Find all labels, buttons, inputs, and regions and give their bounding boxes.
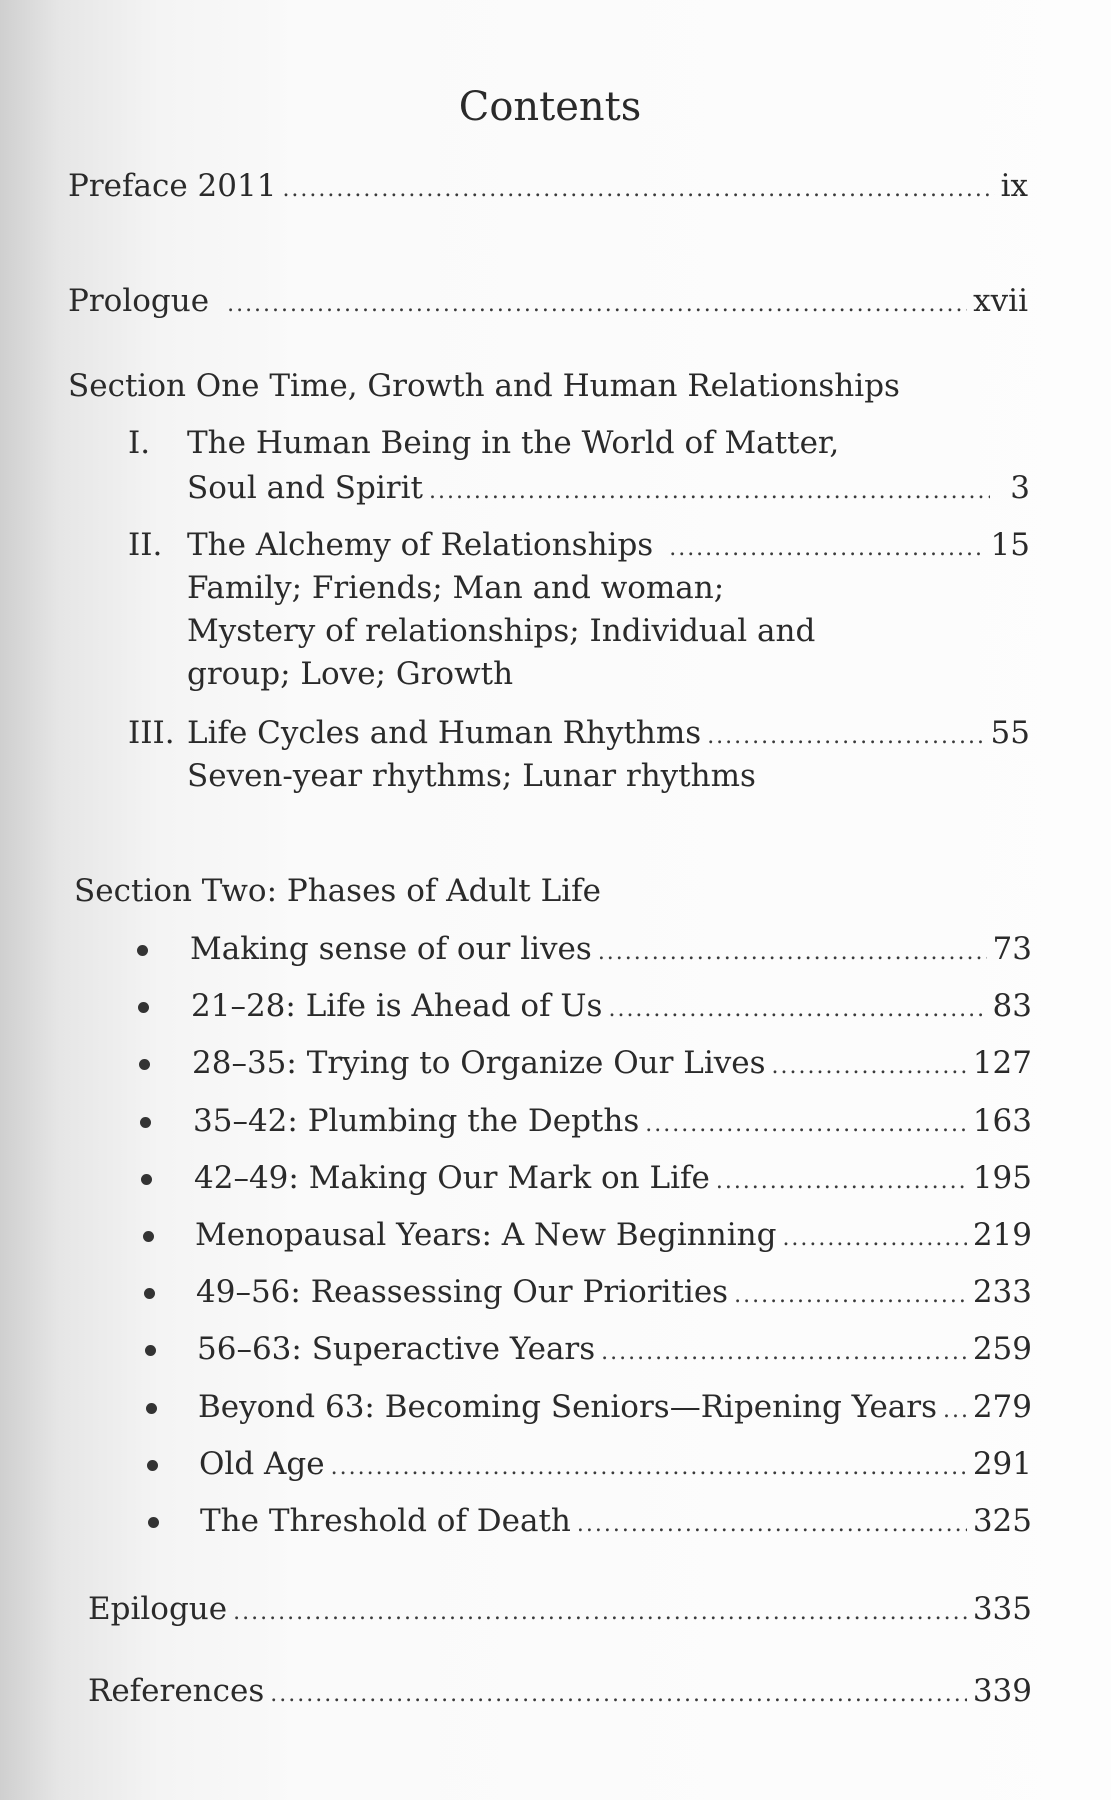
toc-page-number: 219 — [972, 1217, 1032, 1253]
dot-leader — [782, 1219, 966, 1259]
toc-entry-chapter-3[interactable] — [187, 713, 1030, 757]
toc-entry-label: Epilogue — [88, 1591, 228, 1627]
page-title: Contents — [458, 84, 642, 130]
toc-entry-label: 49–56: Reassessing Our Priorities — [196, 1274, 729, 1310]
toc-page-number: 15 — [990, 527, 1030, 563]
toc-entry-label: 28–35: Trying to Organize Our Lives — [192, 1045, 766, 1081]
section-two-heading: Section Two: Phases of Adult Life — [74, 873, 601, 909]
toc-entry-label: Old Age — [199, 1446, 325, 1482]
toc-entry-label: The Alchemy of Relationships — [187, 527, 654, 563]
bullet-icon — [137, 945, 148, 956]
chapter-numeral: III. — [128, 715, 175, 751]
toc-entry-chapter-1[interactable] — [187, 468, 1030, 512]
toc-entry-label: Beyond 63: Becoming Seniors—Ripening Years — [198, 1389, 938, 1425]
toc-entry-label: The Threshold of Death — [200, 1503, 571, 1539]
toc-entry-label: 56–63: Superactive Years — [197, 1331, 596, 1367]
toc-entry-phase[interactable] — [195, 1215, 1032, 1259]
toc-page-number: 259 — [972, 1331, 1032, 1367]
toc-page-number: 335 — [972, 1591, 1032, 1627]
toc-entry-phase[interactable] — [194, 1158, 1032, 1202]
toc-entry-phase[interactable] — [196, 1272, 1032, 1316]
toc-entry-label: Life Cycles and Human Rhythms — [187, 715, 702, 751]
dot-leader — [943, 1391, 967, 1431]
dot-leader — [716, 1162, 967, 1202]
toc-entry-label: References — [88, 1673, 265, 1709]
bullet-icon — [147, 1460, 158, 1471]
dot-leader — [601, 1333, 967, 1373]
bullet-icon — [148, 1517, 159, 1528]
chapter-subtopics: Family; Friends; Man and woman; — [187, 570, 725, 606]
bullet-icon — [141, 1174, 152, 1185]
toc-entry-label: 21–28: Life is Ahead of Us — [191, 988, 603, 1024]
toc-entry-phase[interactable] — [190, 929, 1032, 973]
toc-page-number: 3 — [1010, 470, 1030, 506]
toc-entry-prologue[interactable] — [68, 281, 1028, 325]
dot-leader — [577, 1505, 967, 1545]
bullet-icon — [139, 1059, 150, 1070]
chapter-subtopics: group; Love; Growth — [187, 656, 514, 692]
toc-page-number: 83 — [992, 988, 1032, 1024]
toc-entry-phase[interactable] — [191, 986, 1032, 1030]
toc-page-number: 291 — [972, 1446, 1032, 1482]
toc-page-number: 279 — [972, 1389, 1032, 1425]
dot-leader — [734, 1276, 967, 1316]
dot-leader — [707, 717, 984, 757]
chapter-numeral: II. — [128, 527, 163, 563]
toc-entry-label: Soul and Spirit — [187, 470, 423, 506]
toc-entry-references[interactable] — [88, 1671, 1032, 1715]
dot-leader — [429, 472, 990, 512]
toc-entry-phase[interactable] — [193, 1101, 1032, 1145]
bullet-icon — [143, 1231, 154, 1242]
dot-leader — [282, 170, 994, 210]
toc-entry-phase[interactable] — [192, 1043, 1032, 1087]
toc-page-number: 55 — [990, 715, 1030, 751]
toc-entry-preface[interactable] — [68, 166, 1028, 210]
chapter-numeral: I. — [128, 425, 151, 461]
toc-page-number: 127 — [972, 1045, 1032, 1081]
toc-entry-phase[interactable] — [197, 1329, 1032, 1373]
dot-leader — [669, 529, 984, 569]
toc-entry-phase[interactable] — [200, 1501, 1032, 1545]
dot-leader — [270, 1675, 967, 1715]
chapter-subtopics: Seven-year rhythms; Lunar rhythms — [187, 758, 756, 794]
toc-page-number: ix — [1000, 168, 1028, 204]
toc-page-number: 233 — [972, 1274, 1032, 1310]
toc-page-number: xvii — [973, 283, 1028, 319]
dot-leader — [227, 285, 967, 325]
dot-leader — [233, 1593, 967, 1633]
toc-entry-label: 35–42: Plumbing the Depths — [193, 1103, 640, 1139]
bullet-icon — [144, 1288, 155, 1299]
toc-page-number: 325 — [972, 1503, 1032, 1539]
dot-leader — [598, 933, 987, 973]
toc-entry-epilogue[interactable] — [88, 1589, 1032, 1633]
toc-entry-phase[interactable] — [198, 1387, 1032, 1431]
toc-entry-chapter-2[interactable] — [187, 525, 1030, 569]
dot-leader — [331, 1448, 967, 1488]
bullet-icon — [145, 1345, 156, 1356]
bullet-icon — [146, 1403, 157, 1414]
toc-page-number: 73 — [992, 931, 1032, 967]
toc-page-number: 195 — [972, 1160, 1032, 1196]
chapter-title: The Human Being in the World of Matter, — [187, 425, 840, 461]
bullet-icon — [138, 1002, 149, 1013]
toc-entry-label: Prologue — [68, 283, 210, 319]
toc-page-number: 339 — [972, 1673, 1032, 1709]
bullet-icon — [140, 1117, 151, 1128]
toc-page-number: 163 — [972, 1103, 1032, 1139]
toc-entry-label: Making sense of our lives — [190, 931, 592, 967]
chapter-subtopics: Mystery of relationships; Individual and — [187, 613, 816, 649]
toc-entry-phase[interactable] — [199, 1444, 1032, 1488]
dot-leader — [608, 990, 986, 1030]
section-one-heading: Section One Time, Growth and Human Relationships — [68, 368, 900, 404]
toc-entry-label: Menopausal Years: A New Beginning — [195, 1217, 777, 1253]
dot-leader — [772, 1047, 967, 1087]
toc-entry-label: 42–49: Making Our Mark on Life — [194, 1160, 710, 1196]
toc-entry-label: Preface 2011 — [68, 168, 277, 204]
dot-leader — [645, 1105, 967, 1145]
